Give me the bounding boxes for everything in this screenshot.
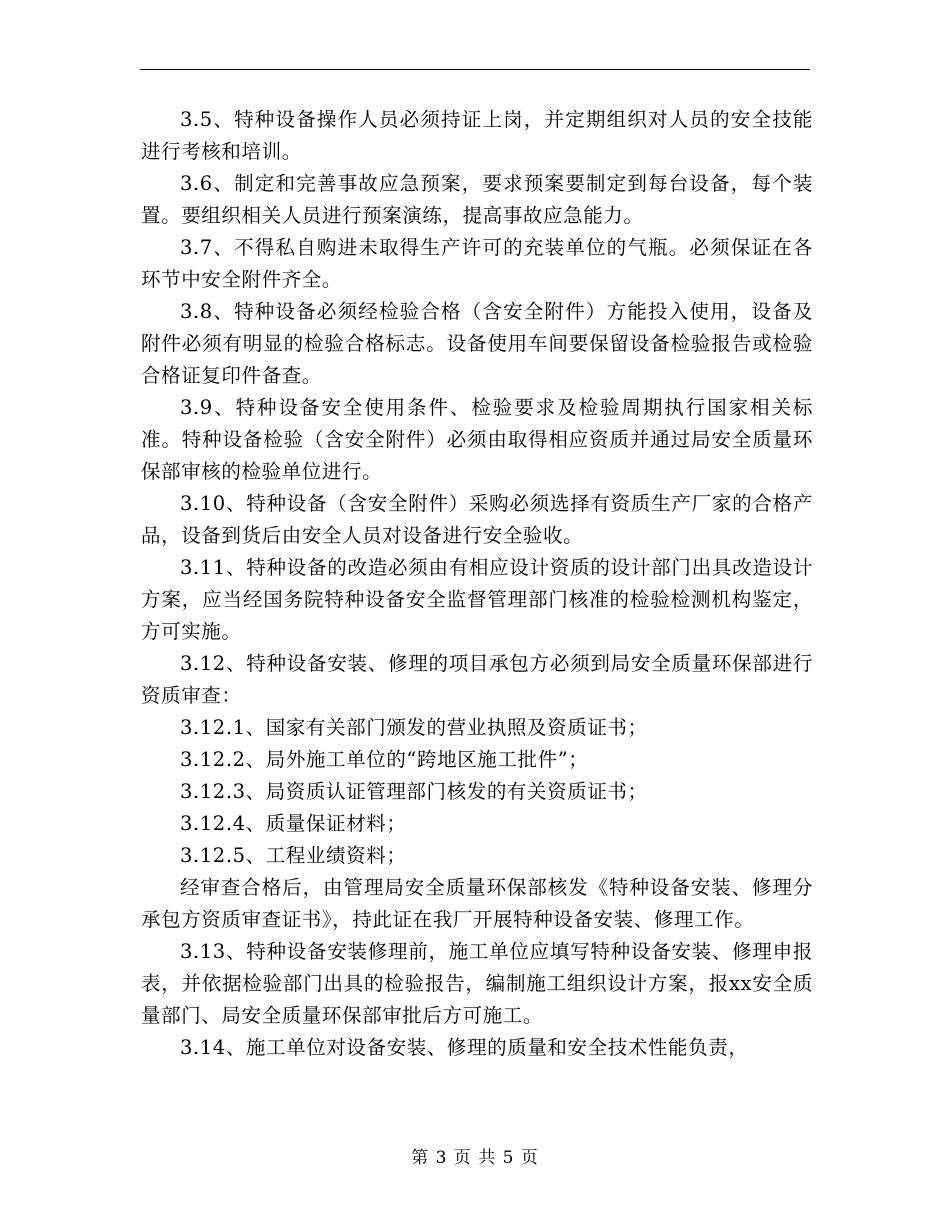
document-body	[141, 104, 813, 1064]
paragraph-3-12-5: 3.12.5、工程业绩资料；	[180, 844, 407, 867]
paragraph-3-12-3: 3.12.3、局资质认证管理部门核发的有关资质证书；	[180, 780, 648, 803]
paragraph-3-12: 3.12、特种设备安装、修理的项目承包方必须到局安全质量环保部进行资质审查：	[141, 652, 813, 707]
paragraph-review-result: 经审查合格后，由管理局安全质量环保部核发《特种设备安装、修理分承包方资质审查证书》，持此证在我厂开展特种设备安装、修理工作。	[141, 876, 813, 931]
paragraph-3-13: 3.13、特种设备安装修理前，施工单位应填写特种设备安装、修理申报表，并依据检验部门出具的检验报告，编制施工组织设计方案，报xx安全质量部门、局安全质量环保部审批后方可施工。	[141, 940, 813, 1027]
paragraph-3-5: 3.5、特种设备操作人员必须持证上岗，并定期组织对人员的安全技能进行考核和培训。	[141, 108, 813, 163]
paragraph-3-11: 3.11、特种设备的改造必须由有相应设计资质的设计部门出具改造设计方案，应当经国务院特种设备安全监督管理部门核准的检验检测机构鉴定，方可实施。	[141, 556, 813, 643]
paragraph-3-9: 3.9、特种设备安全使用条件、检验要求及检验周期执行国家相关标准。特种设备检验（含安全附件）必须由取得相应资质并通过局安全质量环保部审核的检验单位进行。	[141, 396, 813, 483]
header-rule	[140, 69, 810, 70]
paragraph-3-6: 3.6、制定和完善事故应急预案，要求预案要制定到每台设备，每个装置。要组织相关人员进行预案演练，提高事故应急能力。	[141, 172, 813, 227]
paragraph-3-12-1: 3.12.1、国家有关部门颁发的营业执照及资质证书；	[180, 716, 648, 739]
paragraph-3-8: 3.8、特种设备必须经检验合格（含安全附件）方能投入使用，设备及附件必须有明显的检验合格标志。设备使用车间要保留设备检验报告或检验合格证复印件备查。	[141, 300, 813, 387]
paragraph-3-10: 3.10、特种设备（含安全附件）采购必须选择有资质生产厂家的合格产品，设备到货后由安全人员对设备进行安全验收。	[141, 492, 813, 547]
paragraph-3-12-2: 3.12.2、局外施工单位的“跨地区施工批件”；	[180, 748, 589, 771]
page-number-footer: 第 3 页 共 5 页	[411, 1148, 539, 1168]
paragraph-3-7: 3.7、不得私自购进未取得生产许可的充装单位的气瓶。必须保证在各环节中安全附件齐全。	[141, 236, 813, 291]
paragraph-3-14: 3.14、施工单位对设备安装、修理的质量和安全技术性能负责，	[180, 1036, 749, 1059]
paragraph-3-12-4: 3.12.4、质量保证材料；	[180, 812, 407, 835]
